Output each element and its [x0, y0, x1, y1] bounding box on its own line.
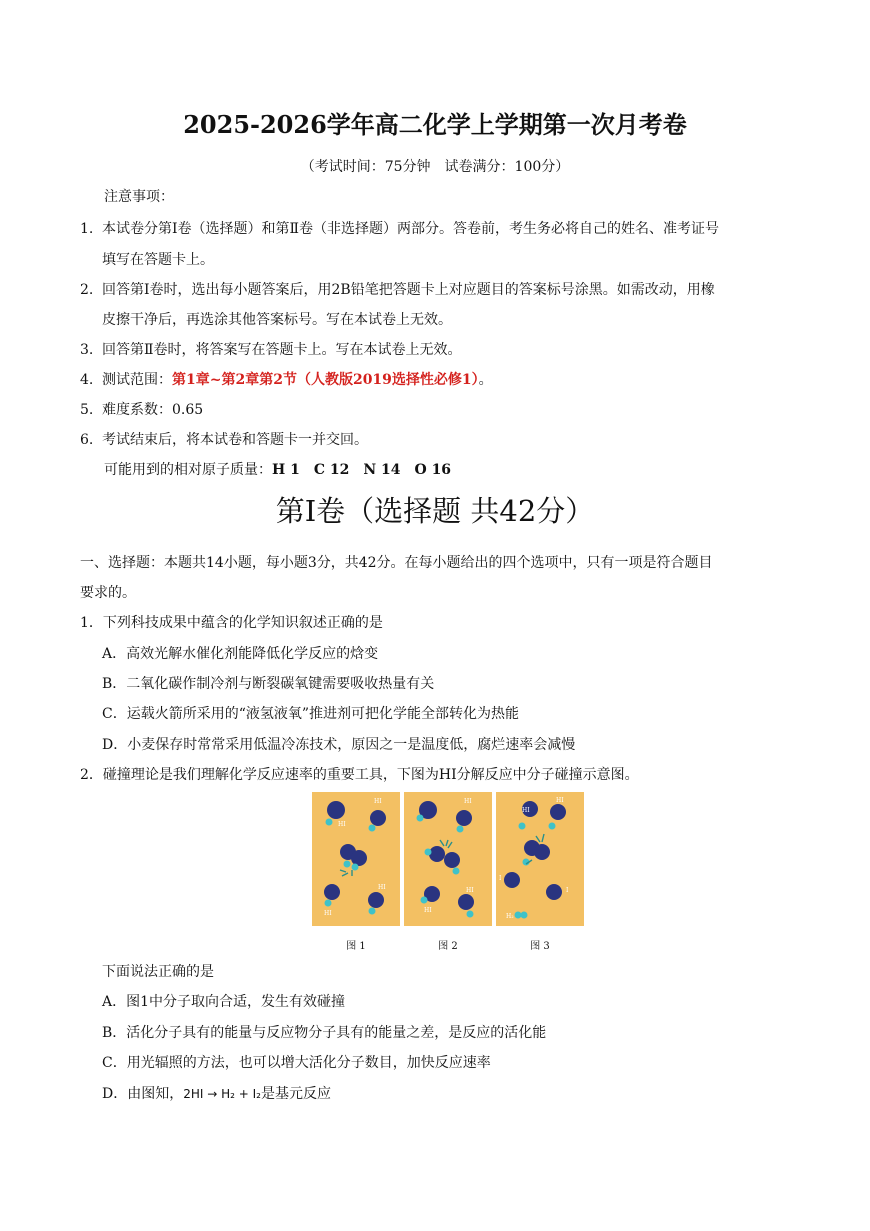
note-text: 测试范围： — [102, 372, 172, 388]
hi-label: HI — [338, 821, 346, 828]
test-scope-highlight: 第1章~第2章第2节（人教版2019选择性必修1） — [172, 372, 479, 388]
hi-label: HI — [378, 884, 386, 891]
note-3 — [80, 341, 462, 359]
iodine-atom — [327, 801, 345, 819]
hi-label: HI — [464, 798, 472, 805]
note-2 — [80, 281, 715, 299]
note-text: 回答第Ⅱ卷时，将答案写在答题卡上。写在本试卷上无效。 — [102, 342, 462, 358]
iodine-atom — [456, 810, 472, 826]
note-1-cont: 填写在答题卡上。 — [102, 252, 214, 268]
hydrogen-atom — [369, 825, 376, 832]
figure-caption-3: 图 3 — [530, 941, 550, 952]
section-intro: 一、选择题：本题共14小题，每小题3分，共42分。在每小题给出的四个选项中，只有一项是符合题目 — [80, 555, 713, 571]
hydrogen-atom — [369, 908, 376, 915]
atomic-mass-label: 可能用到的相对原子质量： — [104, 462, 272, 478]
question-1-stem: 1．下列科技成果中蕴含的化学知识叙述正确的是 — [80, 615, 383, 631]
q1-option-d: D．小麦保存时常常采用低温冷冻技术，原因之一是温度低，腐烂速率会减慢 — [102, 737, 576, 753]
option-d-suffix: 是基元反应 — [260, 1086, 331, 1102]
collision-panel-2 — [404, 792, 492, 926]
collision-panel-3 — [496, 792, 584, 926]
hydrogen-atom — [417, 815, 424, 822]
hi-label: HI — [522, 807, 530, 814]
panel-3-molecules — [496, 792, 584, 926]
hydrogen-atom — [519, 823, 526, 830]
section-intro-cont: 要求的。 — [80, 585, 136, 601]
iodine-atom — [550, 804, 566, 820]
exam-title: 2025-2026学年高二化学上学期第一次月考卷 — [183, 110, 687, 139]
hydrogen-atom — [325, 900, 332, 907]
q2-option-c: C．用光辐照的方法，也可以增大活化分子数目，加快反应速率 — [102, 1055, 491, 1071]
note-5 — [80, 401, 203, 419]
note-text: 难度系数：0.65 — [102, 402, 204, 418]
notes-heading: 注意事项： — [104, 189, 174, 205]
hydrogen-atom — [425, 849, 432, 856]
hi-label: HI — [424, 907, 432, 914]
note-text: 考试结束后，将本试卷和答题卡一并交回。 — [102, 432, 368, 448]
iodine-atom — [324, 884, 340, 900]
q2-option-a: A．图1中分子取向合适，发生有效碰撞 — [102, 994, 346, 1010]
q1-option-a: A．高效光解水催化剂能降低化学反应的焓变 — [102, 646, 379, 662]
atomic-mass-line — [104, 461, 451, 479]
iodine-atom — [370, 810, 386, 826]
h2-label: H₂ — [506, 913, 514, 920]
collision-panel-1 — [312, 792, 400, 926]
note-number: 6. — [80, 432, 94, 448]
collision-spark-icon — [440, 840, 452, 848]
note-number: 1. — [80, 221, 94, 237]
note-number: 2. — [80, 282, 94, 298]
hydrogen-atom — [457, 826, 464, 833]
iodine-atom — [429, 846, 445, 862]
hi-label: HI — [374, 798, 382, 805]
note-text-suffix: 。 — [478, 372, 493, 388]
hydrogen-atom — [421, 897, 428, 904]
iodine-atom — [546, 884, 562, 900]
hi-label: HI — [466, 887, 474, 894]
hydrogen-atom — [515, 912, 522, 919]
note-1 — [80, 220, 719, 238]
iodine-atom — [351, 850, 367, 866]
iodine-atom — [444, 852, 460, 868]
note-6 — [80, 431, 368, 449]
note-number: 4. — [80, 372, 94, 388]
hydrogen-atom — [344, 861, 351, 868]
q1-option-c: C．运载火箭所采用的“液氢液氧”推进剂可把化学能全部转化为热能 — [102, 706, 520, 722]
iodine-atom — [458, 894, 474, 910]
q2-option-b: B．活化分子具有的能量与反应物分子具有的能量之差，是反应的活化能 — [102, 1025, 547, 1041]
hydrogen-atom — [453, 868, 460, 875]
i-label: I — [566, 887, 569, 894]
section-title: 第Ⅰ卷（选择题 共42分） — [275, 494, 595, 528]
iodine-atom — [368, 892, 384, 908]
hydrogen-atom — [549, 823, 556, 830]
q2-option-d — [102, 1085, 331, 1103]
note-2-cont: 皮擦干净后，再选涂其他答案标号。写在本试卷上无效。 — [102, 312, 452, 328]
iodine-atom — [504, 872, 520, 888]
hydrogen-atom — [326, 819, 333, 826]
hi-label: HI — [324, 910, 332, 917]
note-text: 回答第Ⅰ卷时，选出每小题答案后，用2B铅笔把答题卡上对应题目的答案标号涂黑。如需改动，用橡 — [102, 282, 715, 298]
hydrogen-atom — [467, 911, 474, 918]
note-number: 3. — [80, 342, 94, 358]
i-label: I — [499, 875, 502, 882]
q2-lead: 下面说法正确的是 — [102, 964, 214, 980]
reaction-equation: 2HI → H₂ + I₂ — [183, 1087, 261, 1101]
note-number: 5. — [80, 402, 94, 418]
atomic-mass-values: H 1 C 12 N 14 O 16 — [272, 462, 452, 478]
note-text: 本试卷分第Ⅰ卷（选择题）和第Ⅱ卷（非选择题）两部分。答卷前，考生务必将自己的姓名、准考证号 — [102, 221, 720, 237]
panel-2-molecules — [404, 792, 492, 926]
note-4 — [80, 371, 493, 389]
panel-1-molecules — [312, 792, 400, 926]
figure-caption-2: 图 2 — [438, 941, 458, 952]
collision-spark-icon — [340, 870, 352, 876]
q1-option-b: B．二氧化碳作制冷剂与断裂碳氧键需要吸收热量有关 — [102, 676, 435, 692]
hydrogen-atom — [521, 912, 528, 919]
hydrogen-atom — [352, 864, 359, 871]
iodine-atom — [534, 844, 550, 860]
question-2-stem: 2．碰撞理论是我们理解化学反应速率的重要工具，下图为HI分解反应中分子碰撞示意图。 — [80, 767, 639, 783]
exam-subtitle: （考试时间：75分钟 试卷满分：100分） — [300, 159, 570, 175]
hi-label: HI — [556, 797, 564, 804]
option-d-text: D．由图知， — [102, 1086, 184, 1102]
figure-caption-1: 图 1 — [346, 941, 366, 952]
